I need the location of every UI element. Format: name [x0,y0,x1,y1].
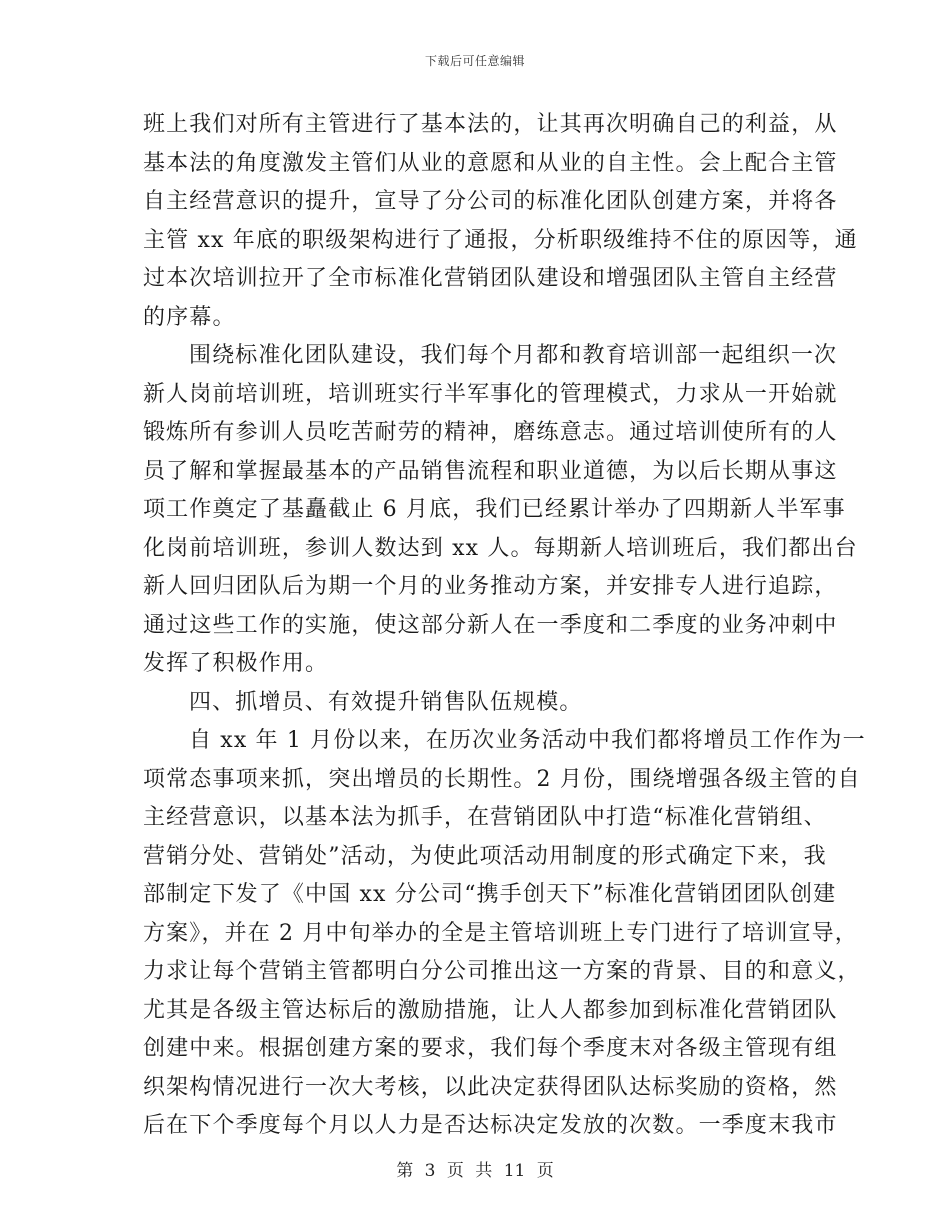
page-footer: 第 3 页 共 11 页 [396,1161,554,1181]
document-body [143,106,866,1146]
text-line: 营销分处、营销处”活动，为使此项活动用制度的形式确定下来，我 [143,843,827,869]
text-line: 项工作奠定了基矗截止 6 月底，我们已经累计举办了四期新人半军事 [143,497,846,522]
text-line: 员了解和掌握最基本的产品销售流程和职业道德，为以后长期从事这 [143,458,838,484]
text-line: 方案》，并在 2 月中旬举办的全是主管培训班上专门进行了培训宣导， [143,920,858,946]
text-line: 织架构情况进行一次大考核，以此决定获得团队达标奖励的资格，然 [143,1074,838,1100]
text-line: 发挥了积极作用。 [143,651,329,676]
text-line: 新人回归团队后为期一个月的业务推动方案，并安排专人进行追踪， [143,574,838,599]
text-line: 基本法的角度激发主管们从业的意愿和从业的自主性。会上配合主管 [143,150,838,176]
text-line: 化岗前培训班，参训人数达到 xx 人。每期新人培训班后，我们都出台 [143,535,858,561]
text-line: 主管 xx 年底的职级架构进行了通报，分析职级维持不住的原因等，通 [143,227,858,253]
text-line: 新人岗前培训班，培训班实行半军事化的管理模式，力求从一开始就 [143,381,838,407]
text-line: 通过这些工作的实施，使这部分新人在一季度和二季度的业务冲刺中 [143,612,838,638]
text-line: 主经营意识，以基本法为抓手，在营销团队中打造“标准化营销组、 [143,805,827,830]
text-line: 围绕标准化团队建设，我们每个月都和教育培训部一起组织一次 [189,343,838,368]
text-line: 锻炼所有参训人员吃苦耐劳的精神，磨练意志。通过培训使所有的人 [143,420,838,445]
page-header: 下载后可任意编辑 [424,54,525,68]
text-line: 的序幕。 [143,304,236,330]
text-line: 班上我们对所有主管进行了基本法的，让其再次明确自己的利益，从 [143,112,838,137]
text-line: 项常态事项来抓，突出增员的长期性。2 月份，围绕增强各级主管的自 [143,766,861,792]
text-line: 后在下个季度每个月以人力是否达标决定发放的次数。一季度末我市 [143,1113,838,1138]
text-line: 自 xx 年 1 月份以来，在历次业务活动中我们都将增员工作作为一 [189,728,866,753]
text-line: 自主经营意识的提升，宣导了分公司的标准化团队创建方案，并将各 [143,189,838,214]
text-line: 四、抓增员、有效提升销售队伍规模。 [189,689,583,715]
text-line: 过本次培训拉开了全市标准化营销团队建设和增强团队主管自主经营 [143,266,838,291]
text-line: 力求让每个营销主管都明白分公司推出这一方案的背景、目的和意义， [143,959,861,984]
text-line: 部制定下发了《中国 xx 分公司“携手创天下”标准化营销团团队创建 [143,882,837,907]
text-line: 尤其是各级主管达标后的激励措施，让人人都参加到标准化营销团队 [143,997,838,1023]
text-line: 创建中来。根据创建方案的要求，我们每个季度末对各级主管现有组 [143,1036,838,1061]
